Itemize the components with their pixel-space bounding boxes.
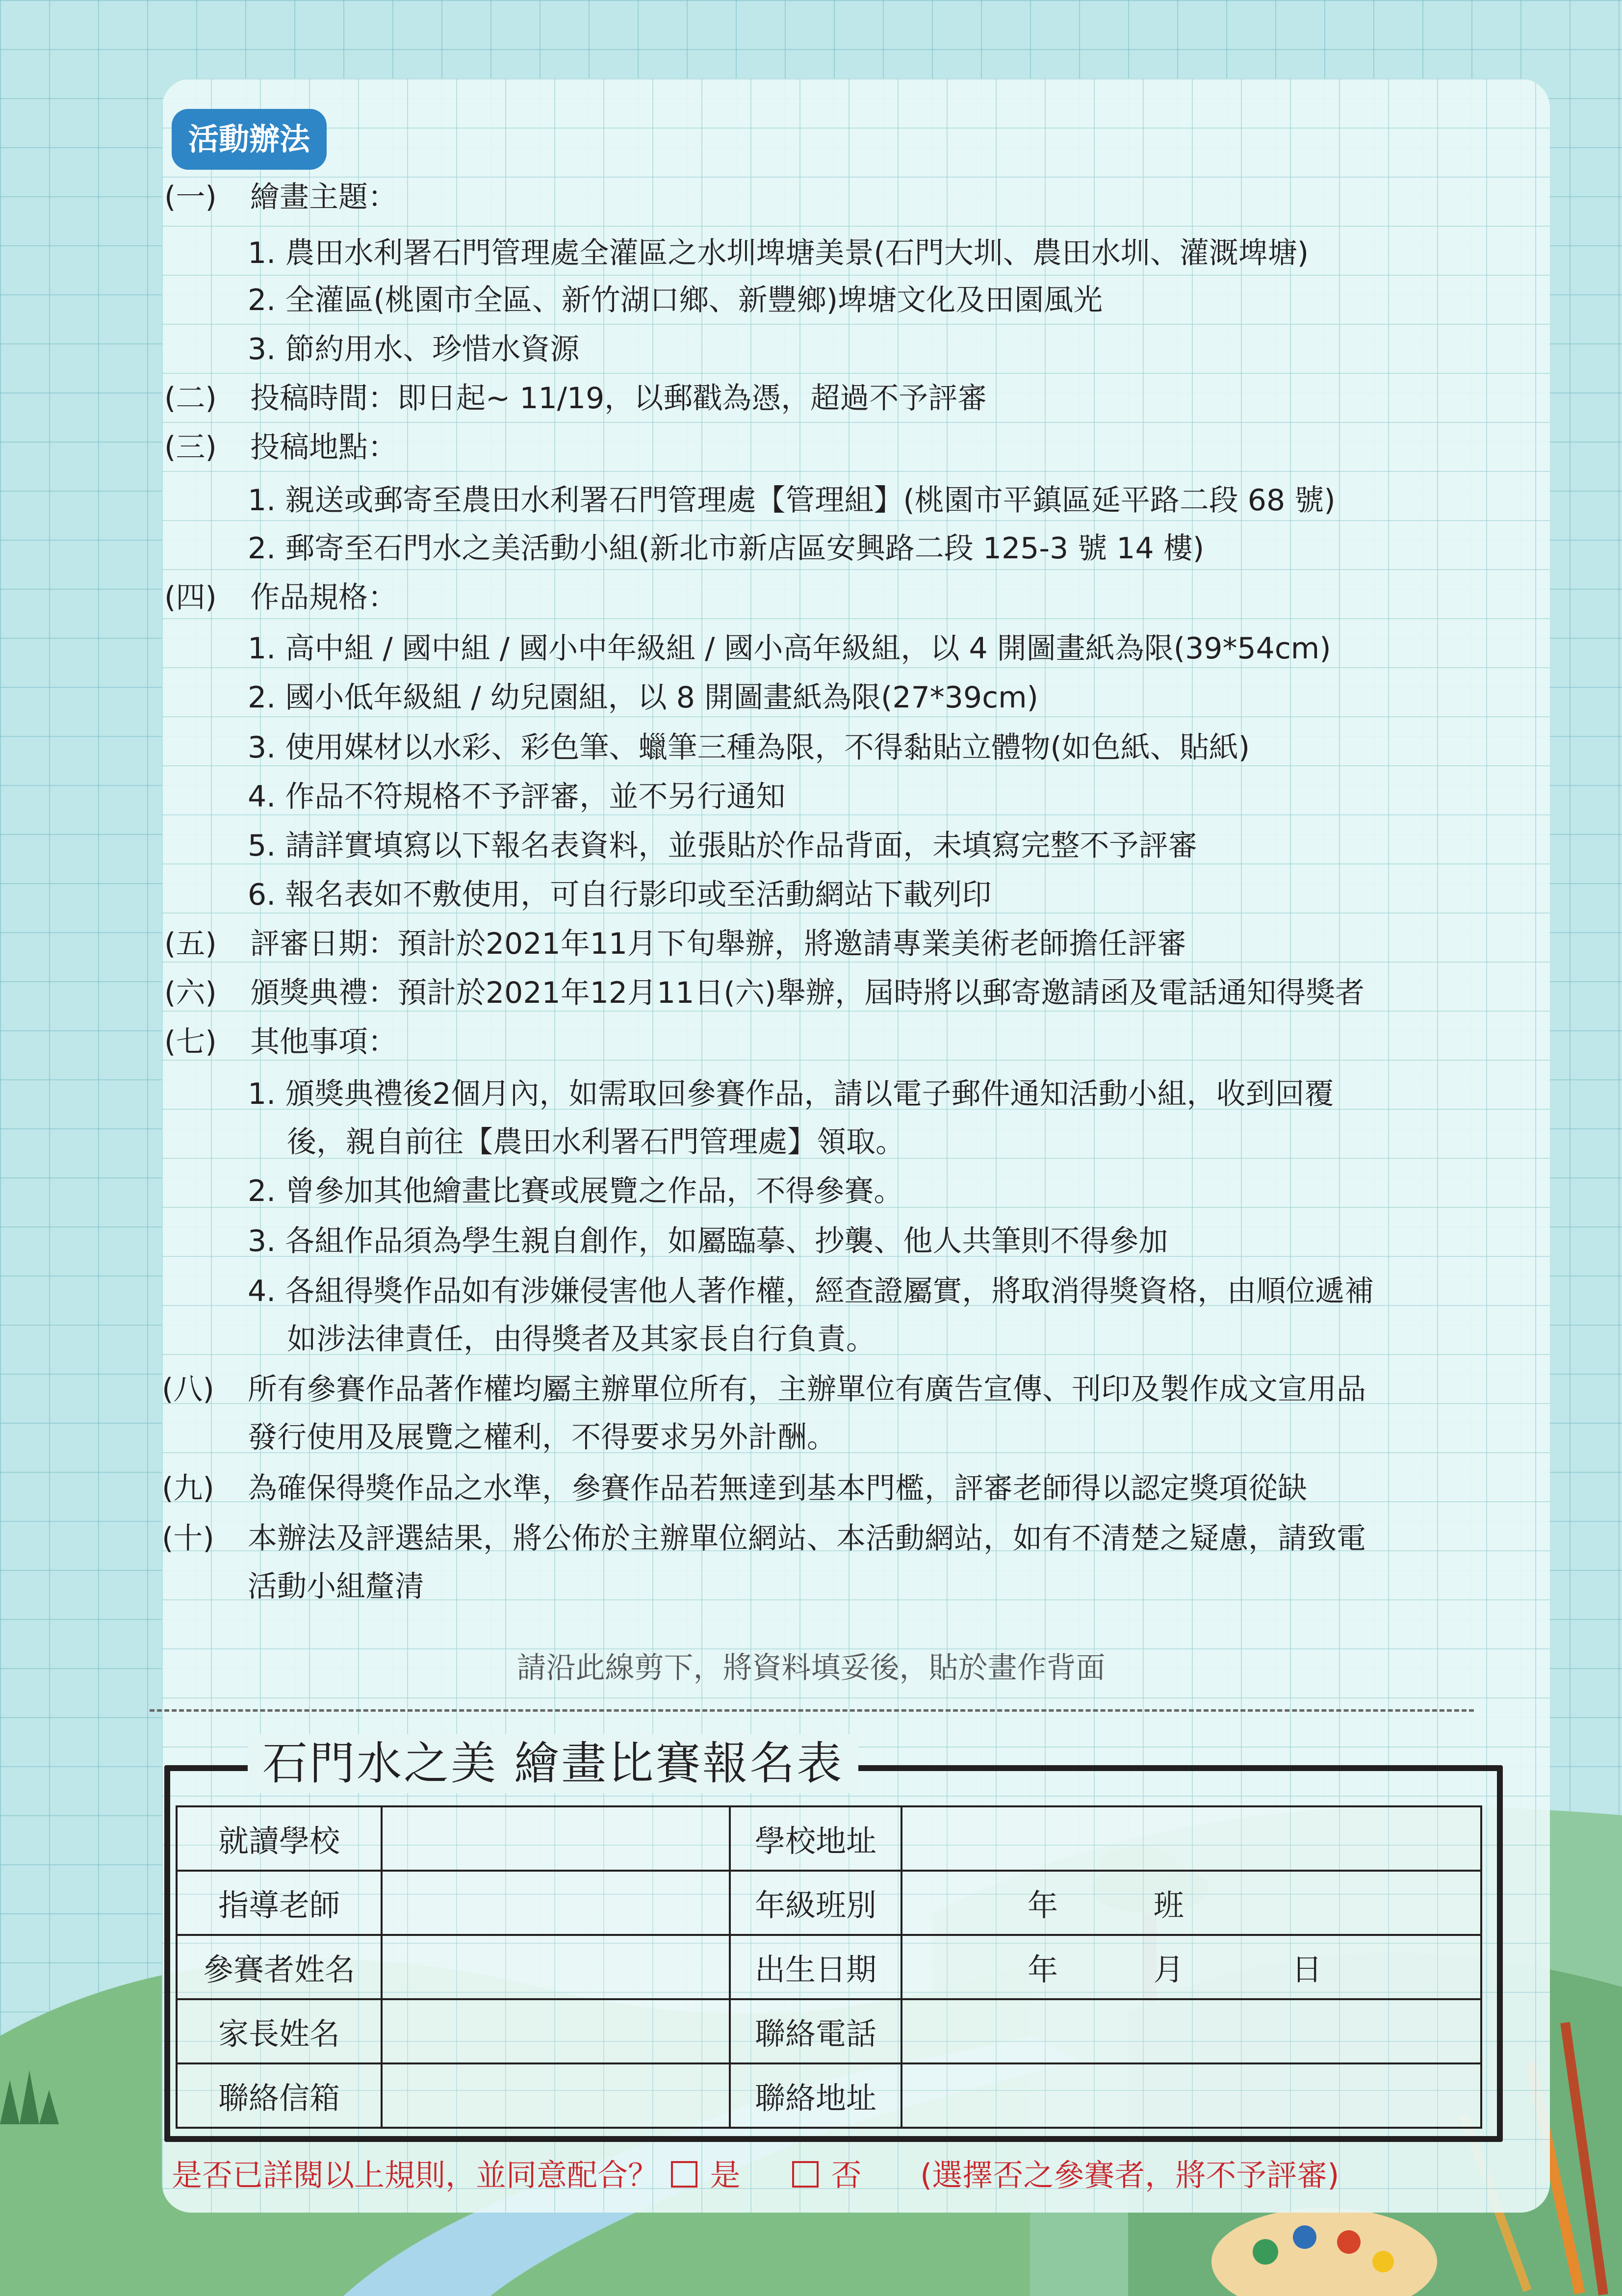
list-item: 2. 曾參加其他繪畫比賽或展覽之作品，不得參賽。: [248, 1174, 903, 1208]
list-item: 1. 親送或郵寄至農田水利署石門管理處【管理組】(桃園市平鎮區延平路二段 68 號): [248, 483, 1336, 518]
agreement-line: [172, 2156, 1339, 2195]
agreement-question: 是否已詳閱以上規則，並同意配合？: [172, 2157, 659, 2193]
parent-name-field[interactable]: [382, 1999, 730, 2063]
year-unit: 年: [1028, 1952, 1058, 1987]
section-title: 投稿時間：即日起~ 11/19，以郵戳為憑，超過不予評審: [250, 381, 987, 416]
registration-form: [176, 1805, 1482, 2129]
list-item: 4. 作品不符規格不予評審，並不另行通知: [248, 780, 786, 814]
section-title: 評審日期：預計於2021年11月下旬舉辦，將邀請專業美術老師擔任評審: [250, 927, 1187, 961]
yes-label: 是: [710, 2157, 741, 2193]
section-number: (一): [164, 180, 217, 214]
school-address-field[interactable]: [901, 1806, 1481, 1871]
list-item: 如涉法律責任，由得獎者及其家長自行負責。: [287, 1322, 875, 1357]
class-unit: 班: [1153, 1887, 1184, 1923]
section-title: 頒獎典禮：預計於2021年12月11日(六)舉辦，屆時將以郵寄邀請函及電話通知得獎者: [250, 976, 1365, 1010]
form-title: 石門水之美 繪畫比賽報名表: [262, 1737, 844, 1790]
school-field[interactable]: [382, 1806, 730, 1871]
list-item: 4. 各組得獎作品如有涉嫌侵害他人著作權，經查證屬實，將取消得獎資格，由順位遞補: [248, 1274, 1374, 1308]
table-row: [177, 2063, 1481, 2128]
teacher-label: 指導老師: [177, 1871, 382, 1935]
grade-class-label: 年級班別: [730, 1871, 901, 1935]
phone-label: 聯絡電話: [730, 1999, 901, 2063]
paragraph-line: 為確保得獎作品之水準，參賽作品若無達到基本門檻，評審老師得以認定獎項從缺: [248, 1471, 1307, 1506]
list-item: 1. 頒獎典禮後2個月內，如需取回參賽作品，請以電子郵件通知活動小組，收到回覆: [248, 1077, 1334, 1111]
list-item: 1. 高中組 / 國中組 / 國小中年級組 / 國小高年級組，以 4 開圖畫紙為限(39*54cm): [248, 631, 1331, 666]
school-address-label: 學校地址: [730, 1806, 901, 1871]
section-badge: 活動辦法: [172, 109, 327, 170]
section-number: (九): [162, 1471, 214, 1506]
email-label: 聯絡信箱: [177, 2063, 382, 2128]
list-item: 2. 全灌區(桃園市全區、新竹湖口鄉、新豐鄉)埤塘文化及田園風光: [248, 283, 1103, 317]
section-title: 投稿地點：: [250, 430, 397, 465]
table-row: [177, 1806, 1481, 1871]
birth-date-field[interactable]: [901, 1935, 1481, 1999]
cut-instruction: 請沿此線剪下，將資料填妥後，貼於畫作背面: [516, 1651, 1106, 1685]
section-number: (四): [164, 580, 217, 615]
participant-name-label: 參賽者姓名: [177, 1935, 382, 1999]
section-title: 繪畫主題：: [250, 180, 397, 214]
grade-class-field[interactable]: [901, 1871, 1481, 1935]
month-unit: 月: [1153, 1952, 1184, 1987]
list-item: 2. 郵寄至石門水之美活動小組(新北市新店區安興路二段 125-3 號 14 樓): [248, 531, 1205, 566]
section-number: (三): [164, 430, 217, 465]
paragraph-line: 本辦法及評選結果，將公佈於主辦單位網站、本活動網站，如有不清楚之疑慮，請致電: [248, 1521, 1366, 1556]
birth-date-label: 出生日期: [730, 1935, 901, 1999]
section-title: 作品規格：: [250, 580, 397, 615]
participant-name-field[interactable]: [382, 1935, 730, 1999]
section-number: (十): [162, 1521, 214, 1556]
paragraph-line: 發行使用及展覽之權利，不得要求另外計酬。: [248, 1420, 836, 1455]
school-label: 就讀學校: [177, 1806, 382, 1871]
email-field[interactable]: [382, 2063, 730, 2128]
yes-checkbox[interactable]: [671, 2161, 697, 2188]
form-title-wrap: [248, 1734, 858, 1793]
table-row: [177, 1935, 1481, 1999]
no-checkbox[interactable]: [792, 2161, 819, 2188]
parent-name-label: 家長姓名: [177, 1999, 382, 2063]
section-number: (八): [162, 1372, 214, 1407]
list-item: 2. 國小低年級組 / 幼兒園組，以 8 開圖畫紙為限(27*39cm): [248, 680, 1038, 715]
section-number: (二): [164, 381, 217, 416]
list-item: 6. 報名表如不敷使用，可自行影印或至活動網站下載列印: [248, 878, 992, 912]
section-title: 其他事項：: [250, 1025, 397, 1059]
teacher-field[interactable]: [382, 1871, 730, 1935]
list-item: 3. 節約用水、珍惜水資源: [248, 332, 580, 366]
section-number: (五): [164, 927, 217, 961]
paragraph-line: 活動小組釐清: [248, 1569, 424, 1604]
list-item: 3. 各組作品須為學生親自創作，如屬臨摹、抄襲、他人共筆則不得參加: [248, 1224, 1168, 1258]
no-label: 否: [831, 2157, 862, 2193]
paragraph-line: 所有參賽作品著作權均屬主辦單位所有，主辦單位有廣告宣傳、刊印及製作成文宣用品: [248, 1372, 1366, 1407]
section-number: (六): [164, 976, 217, 1010]
table-row: [177, 1999, 1481, 2063]
list-item: 1. 農田水利署石門管理處全灌區之水圳埤塘美景(石門大圳、農田水圳、灌溉埤塘): [248, 236, 1309, 270]
list-item: 5. 請詳實填寫以下報名表資料，並張貼於作品背面，未填寫完整不予評審: [248, 829, 1198, 863]
contact-address-label: 聯絡地址: [730, 2063, 901, 2128]
contact-address-field[interactable]: [901, 2063, 1481, 2128]
list-item: 3. 使用媒材以水彩、彩色筆、蠟筆三種為限，不得黏貼立體物(如色紙、貼紙): [248, 731, 1250, 765]
table-row: [177, 1871, 1481, 1935]
agreement-note: (選擇否之參賽者，將不予評審): [920, 2157, 1339, 2193]
cut-line: [150, 1709, 1474, 1712]
phone-field[interactable]: [901, 1999, 1481, 2063]
day-unit: 日: [1291, 1952, 1322, 1987]
year-unit: 年: [1028, 1887, 1058, 1923]
list-item: 後，親自前往【農田水利署石門管理處】領取。: [287, 1125, 905, 1159]
section-number: (七): [164, 1025, 217, 1059]
